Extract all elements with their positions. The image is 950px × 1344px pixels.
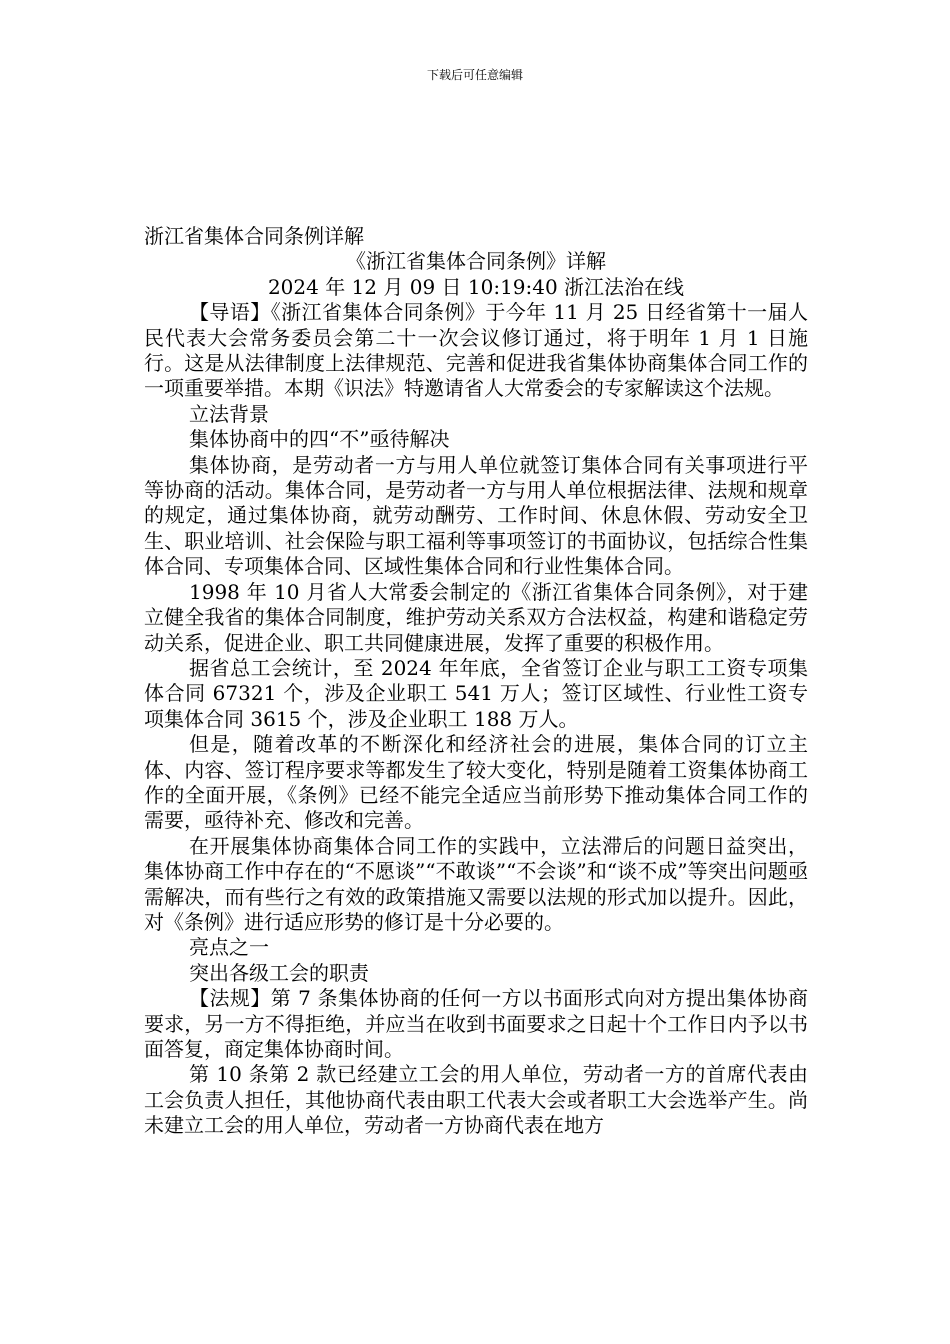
section-heading: 亮点之一 xyxy=(189,935,269,960)
paragraph: 1998 年 10 月省人大常委会制定的《浙江省集体合同条例》，对于建立健全我省的集体合同制度，维护劳动关系双方合法权益，构建和谐稳定劳动关系，促进企业、职工共同健康进展，发挥了重要的积极作用。 xyxy=(144,579,808,655)
paragraph: 【法规】第 7 条集体协商的任何一方以书面形式向对方提出集体协商要求，另一方不得拒绝，并应当在收到书面要求之日起十个工作日内予以书面答复，商定集体协商时间。 xyxy=(144,986,808,1061)
header-note: 下载后可任意编辑 xyxy=(426,68,523,82)
paragraph: 在开展集体协商集体合同工作的实践中，立法滞后的问题日益突出，集体协商工作中存在的“不愿谈”“不敢谈”“不会谈”和“谈不成”等突出问题亟需解决，而有些行之有效的政策措施又需要以法规的形式加以提升。因此，对《条例》进行适应形势的修订是十分必要的。 xyxy=(144,833,808,934)
section-heading: 立法背景 xyxy=(189,401,269,426)
paragraph: 但是，随着改革的不断深化和经济社会的进展，集体合同的订立主体、内容、签订程序要求等都发生了较大变化，特别是随着工资集体协商工作的全面开展，《条例》已经不能完全适应当前形势下推动集体合同工作的需要，亟待补充、修改和完善。 xyxy=(144,732,808,833)
paragraph-intro: 【导语】《浙江省集体合同条例》于今年 11 月 25 日经省第十一届人民代表大会常务委员会第二十一次会议修订通过，将于明年 1 月 1 日施行。这是从法律制度上法律规范、完善和促进我省集体协商集体合同工作的一项重要举措。本期《识法》特邀请省人大常委会的专家解读这个法规。 xyxy=(144,300,808,401)
article-dateline: 2024 年 12 月 09 日 10:19:40 浙江法治在线 xyxy=(267,274,685,299)
paragraph: 第 10 条第 2 款已经建立工会的用人单位，劳动者一方的首席代表由工会负责人担任，其他协商代表由职工代表大会或者职工大会选举产生。尚未建立工会的用人单位，劳动者一方协商代表在地方 xyxy=(144,1062,808,1138)
document-title: 浙江省集体合同条例详解 xyxy=(144,224,364,248)
paragraph: 据省总工会统计，至 2024 年年底，全省签订企业与职工工资专项集体合同 67321 个，涉及企业职工 541 万人；签订区域性、行业性工资专项集体合同 3615 个，涉及企业职工 188 万人。 xyxy=(144,655,808,731)
document-body xyxy=(144,224,808,1139)
paragraph: 集体协商，是劳动者一方与用人单位就签订集体合同有关事项进行平等协商的活动。集体合同，是劳动者一方与用人单位根据法律、法规和规章的规定，通过集体协商，就劳动酬劳、工作时间、休息休假、劳动安全卫生、职业培训、社会保险与职工福利等事项签订的书面协议，包括综合性集体合同、专项集体合同、区域性集体合同和行业性集体合同。 xyxy=(144,452,808,579)
article-subtitle: 《浙江省集体合同条例》详解 xyxy=(346,249,606,274)
section-subheading: 集体协商中的四“不”亟待解决 xyxy=(189,427,450,452)
section-subheading: 突出各级工会的职责 xyxy=(189,960,369,985)
